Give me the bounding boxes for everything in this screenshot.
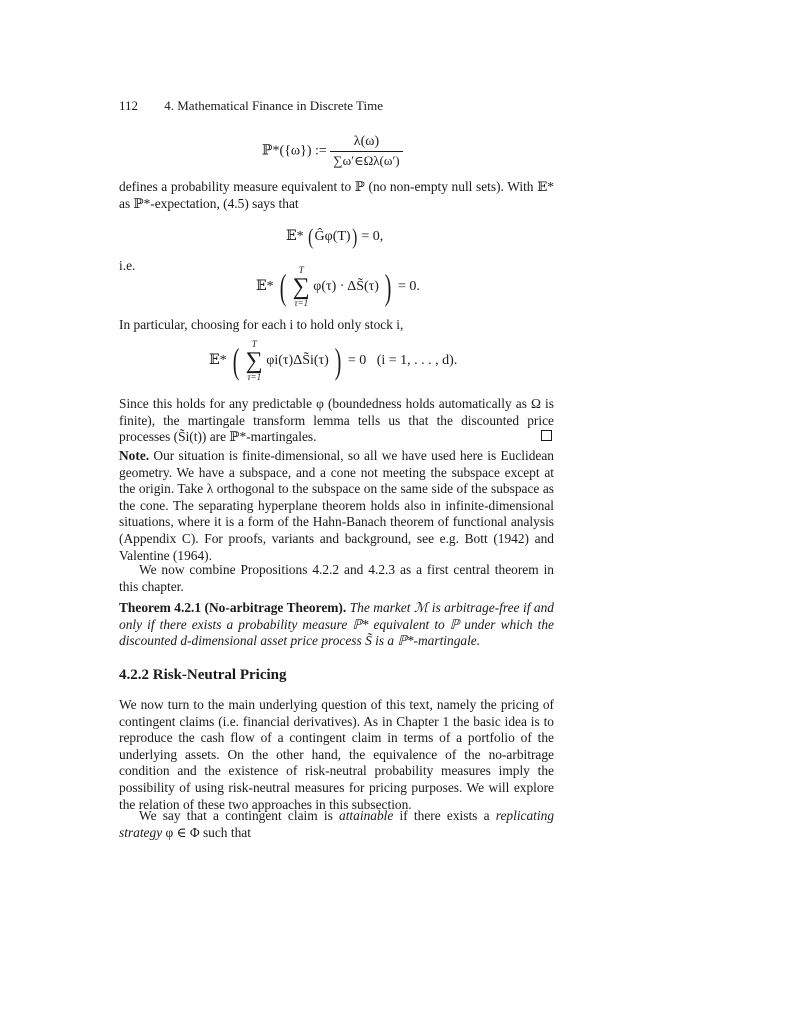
eq3-right-paren: ) [385, 267, 392, 307]
replicating-strategy-term: replicating strategy [119, 808, 555, 840]
equation-measure-definition [262, 134, 403, 169]
page-header [119, 98, 383, 114]
equation-stock-i [209, 340, 457, 382]
equation-expectation-gain [286, 224, 383, 250]
eq2-rhs: = 0, [361, 229, 384, 245]
running-title: 4. Mathematical Finance in Discrete Time [164, 98, 384, 113]
eq1-lhs: ℙ*({ω}) := [262, 143, 327, 159]
attainable-term: attainable [339, 808, 394, 823]
paragraph-pricing-intro: We now turn to the main underlying question of this text, namely the pricing of contingent claims (i.e. financial derivatives). As in Chapter 1 the basic idea is to reproduce the cash flow of a contingent claim in terms of a portfolio of the underlying assets. On the other hand, the equivalence of the no-arbitrage condition and the existence of risk-neutral probability measures imply the possibility of using risk-neutral measures for pricing purposes. We will explore the relation of these two approaches in this subsection. [119, 697, 554, 812]
paragraph-in-particular: In particular, choosing for each i to hold only stock i, [119, 317, 404, 332]
paragraph-martingale-conclusion: Since this holds for any predictable φ (boundedness holds automatically as Ω is finite), the martingale transform lemma tells us that the discounted price processes (S̃i(t)) are ℙ*-martingales. [119, 396, 554, 445]
eq3-lhs: 𝔼* [256, 279, 274, 295]
theorem-body: The market ℳ is arbitrage-free if and only if there exists a probability measure ℙ* equivalent to ℙ under which the discounted d-dimensional asset price process S̃ is a ℙ*-martingale. [119, 600, 554, 649]
page-number: 112 [119, 98, 139, 113]
note-lead: Note. [119, 448, 150, 463]
eq2-inner: Ĝφ(T) [314, 229, 351, 245]
eq3-upper-limit: T [298, 265, 304, 275]
theorem-lead: Theorem 4.2.1 (No-arbitrage Theorem). [119, 600, 347, 615]
eq4-upper-limit: T [251, 339, 257, 349]
eq2-right-paren: ) [351, 224, 357, 249]
eq1-denominator: ∑ω′∈Ωλ(ω′) [333, 153, 400, 168]
eq4-left-paren: ( [232, 341, 240, 381]
eq4-right-paren: ) [335, 341, 342, 381]
eq4-sum [246, 340, 263, 382]
paragraph-combine: We now combine Propositions 4.2.2 and 4.2.3 as a first central theorem in this chapter. [119, 562, 554, 594]
eq3-left-paren: ( [279, 267, 287, 307]
theorem-block [119, 600, 554, 650]
paragraph-attainable [119, 808, 554, 841]
equation-sum-increments [256, 266, 420, 308]
eq3-sigma: ∑ [292, 274, 310, 300]
eq4-lower-limit: τ=1 [247, 372, 262, 382]
attainable-part2: if there exists a [393, 808, 496, 823]
eq3-rhs: = 0. [397, 279, 420, 295]
eq3-sum [293, 266, 310, 308]
attainable-part3: φ ∈ Φ such that [162, 824, 251, 840]
section-heading: 4.2.2 Risk-Neutral Pricing [119, 667, 287, 683]
eq1-numerator: λ(ω) [330, 134, 402, 152]
attainable-part1: We say that a contingent claim is [139, 808, 340, 823]
eq3-lower-limit: τ=1 [294, 298, 309, 308]
eq1-fraction [330, 134, 402, 169]
note-block [119, 448, 554, 564]
eq2-left-paren: ( [308, 224, 314, 249]
eq4-inner: φi(τ)ΔS̃i(τ) [266, 353, 329, 369]
eq4-lhs: 𝔼* [209, 353, 227, 369]
qed-symbol [541, 430, 552, 441]
eq2-lhs: 𝔼* [286, 229, 304, 245]
paragraph-definition: defines a probability measure equivalent to ℙ (no non-empty null sets). With 𝔼* as ℙ*-expectation, (4.5) says that [119, 179, 554, 211]
eq4-rhs: = 0 (i = 1, . . . , d). [347, 353, 458, 369]
eq3-inner: φ(τ) · ΔS̃(τ) [313, 279, 379, 295]
ie-label: i.e. [119, 258, 136, 273]
eq4-sigma: ∑ [245, 348, 263, 374]
note-body: Our situation is finite-dimensional, so all we have used here is Euclidean geometry. We have a subspace, and a cone not meeting the subspace except at the origin. Take λ orthogonal to the subspace on the same side of the subspace as the cone. The separating hyperplane theorem holds also in infinite-dimensional situations, where it is a form of the Hahn-Banach theorem of functional analysis (Appendix C). For proofs, variants and background, see e.g. Bott (1942) and Valentine (1964). [119, 448, 554, 563]
